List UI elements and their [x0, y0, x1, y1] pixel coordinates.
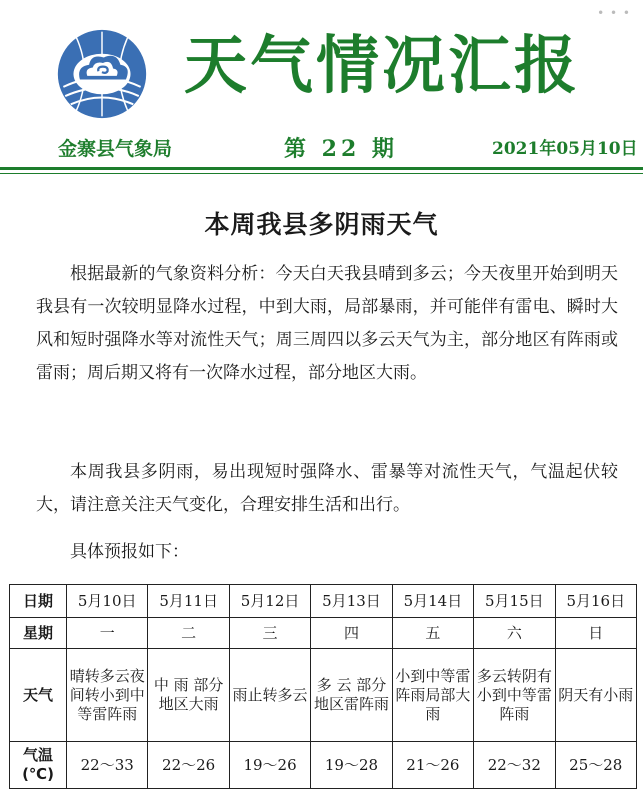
article-headline: 本周我县多阴雨天气: [204, 210, 439, 239]
row-label-weekday: 星期: [10, 618, 67, 649]
table-row-temperature: [10, 742, 637, 789]
header-rule-thick: [0, 167, 643, 170]
date-cell: 5月12日: [229, 585, 310, 618]
weather-cell: 雨止转多云: [229, 649, 310, 742]
header-rule-thin: [0, 173, 643, 174]
weekday-cell: 一: [67, 618, 148, 649]
temp-cell: 19～26: [229, 742, 310, 789]
temp-cell: 22～32: [474, 742, 555, 789]
issue-number: 第 22 期: [284, 136, 398, 162]
temp-cell: 22～33: [67, 742, 148, 789]
weather-cell: 多 云 部分地区雷阵雨: [311, 649, 392, 742]
forecast-table: [9, 584, 637, 789]
row-label-temperature: 气温(℃): [10, 742, 67, 789]
weather-cell: 中 雨 部分地区大雨: [148, 649, 229, 742]
date-cell: 5月16日: [555, 585, 636, 618]
table-row-weekday: [10, 618, 637, 649]
row-label-date: 日期: [10, 585, 67, 618]
bureau-name: 金寨县气象局: [58, 138, 173, 160]
date-cell: 5月11日: [148, 585, 229, 618]
temp-cell: 19～28: [311, 742, 392, 789]
weekday-cell: 二: [148, 618, 229, 649]
row-label-weather: 天气: [10, 649, 67, 742]
weather-cell: 阴天有小雨: [555, 649, 636, 742]
article-paragraph: 具体预报如下：: [70, 542, 189, 562]
date-cell: 5月15日: [474, 585, 555, 618]
meteorological-logo-icon: [56, 28, 148, 120]
weekday-cell: 三: [229, 618, 310, 649]
weather-cell: 多云转阴有小到中等雷阵雨: [474, 649, 555, 742]
date-cell: 5月10日: [67, 585, 148, 618]
article-paragraph: 根据最新的气象资料分析：今天白天我县晴到多云；今天夜里开始到明天我县有一次较明显降水过程，中到大雨，局部暴雨，并可能伴有雷电、瞬时大风和短时强降水等对流性天气；周三周四以多云天气为主，部分地区有阵雨或雷雨；周后期又将有一次降水过程，部分地区大雨。: [36, 264, 618, 383]
menu-dots-icon[interactable]: • • •: [597, 6, 631, 20]
weekday-cell: 四: [311, 618, 392, 649]
issue-date: 2021年05月10日: [492, 139, 638, 159]
table-row-date: [10, 585, 637, 618]
weekday-cell: 日: [555, 618, 636, 649]
table-row-weather: [10, 649, 637, 742]
weekday-cell: 五: [392, 618, 473, 649]
temp-cell: 21～26: [392, 742, 473, 789]
report-title: 天气情况汇报: [184, 29, 580, 102]
weather-cell: 晴转多云夜间转小到中等雷阵雨: [67, 649, 148, 742]
date-cell: 5月13日: [311, 585, 392, 618]
temp-cell: 22～26: [148, 742, 229, 789]
weekday-cell: 六: [474, 618, 555, 649]
date-cell: 5月14日: [392, 585, 473, 618]
weather-cell: 小到中等雷阵雨局部大雨: [392, 649, 473, 742]
temp-cell: 25～28: [555, 742, 636, 789]
article-paragraph: 本周我县多阴雨，易出现短时强降水、雷暴等对流性天气，气温起伏较大，请注意关注天气变化，合理安排生活和出行。: [36, 462, 618, 515]
